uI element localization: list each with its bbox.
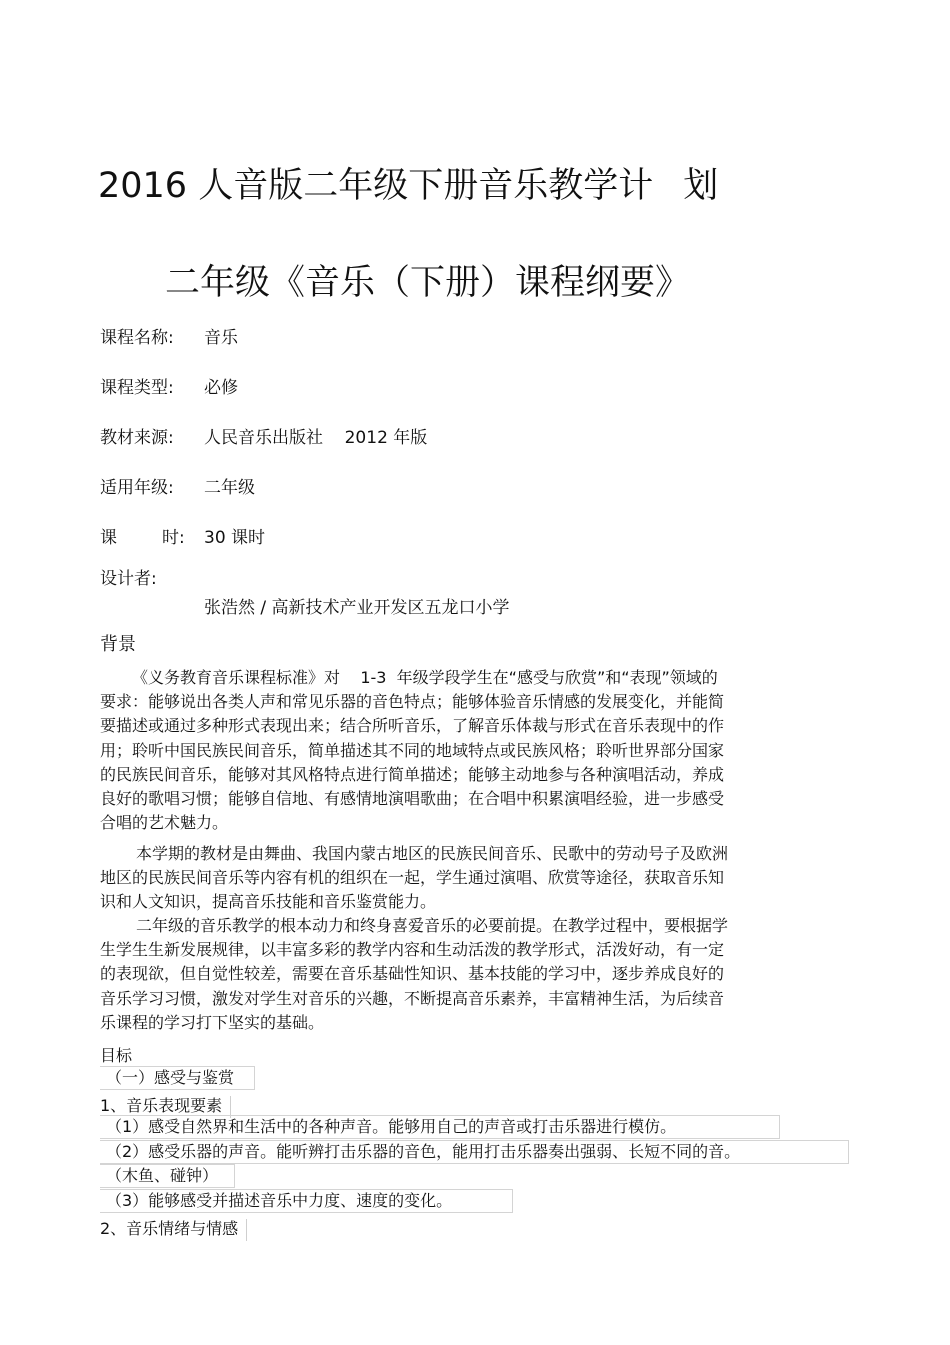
meta-row-grade: [100, 473, 255, 498]
designer-value: 张浩然 / 高新技术产业开发区五龙口小学: [204, 598, 510, 618]
document-subtitle: 二年级《音乐（下册）课程纲要》: [165, 263, 691, 303]
document-title-part1: 2016 人音版二年级下册音乐教学计: [98, 166, 654, 206]
goals-heading: 目标: [100, 1046, 133, 1065]
paragraph-line: 合唱的艺术魅力。: [100, 813, 229, 833]
document-title-part2: 划: [683, 166, 719, 206]
background-paragraph-1: [100, 666, 830, 835]
meta-label: 课程名称:: [100, 328, 174, 348]
meta-label: 课程类型:: [100, 378, 174, 398]
paragraph-line: 地区的民族民间音乐等内容有机的组织在一起，学生通过演唱、欣赏等途径，获取音乐知: [100, 868, 725, 888]
background-heading: 背景: [100, 634, 136, 655]
meta-label-b: 时:: [162, 528, 185, 548]
paragraph-line: 本学期的教材是由舞曲、我国内蒙古地区的民族民间音乐、民歌中的劳动号子及欧洲: [136, 844, 729, 863]
paragraph-line: 要描述或通过多种形式表现出来；结合所听音乐，了解音乐体裁与形式在音乐表现中的作: [100, 716, 725, 736]
paragraph-line: 的表现欲，但自觉性较差，需要在音乐基础性知识、基本技能的学习中，逐步养成良好的: [100, 964, 725, 984]
goal-sub-item-1: （1）感受自然界和生活中的各种声音。能够用自己的声音或打击乐器进行模仿。: [100, 1115, 780, 1139]
background-paragraph-3: [100, 914, 830, 1035]
meta-row-course-type: [100, 373, 238, 398]
background-paragraph-2: [100, 842, 830, 915]
meta-value: 30 课时: [204, 528, 266, 548]
goal-item-text: 1、音乐表现要素: [100, 1096, 223, 1115]
meta-row-course-name: [100, 323, 238, 348]
paragraph-line: 《义务教育音乐课程标准》对 1-3 年级学段学生在“感受与欣赏”和“表现”领域的: [132, 668, 718, 687]
goal-section-appreciation: （一）感受与鉴赏: [100, 1066, 255, 1090]
paragraph-line: 良好的歌唱习惯；能够自信地、有感情地演唱歌曲；在合唱中积累演唱经验，进一步感受: [100, 789, 725, 809]
paragraph-line: 生学生生新发展规律，以丰富多彩的教学内容和生动活泼的教学形式，活泼好动，有一定: [100, 940, 725, 960]
meta-row-textbook-source: [100, 423, 427, 448]
goal-sub-item-2-continued: （木鱼、碰钟）: [100, 1164, 235, 1188]
meta-row-hours: [100, 523, 265, 548]
document-title: [98, 158, 718, 208]
paragraph-line: 要求：能够说出各类人声和常见乐器的音色特点；能够体验音乐情感的发展变化，并能简: [100, 692, 725, 712]
goal-item-expression-elements: [100, 1093, 231, 1118]
goal-item-emotion: [100, 1216, 247, 1241]
meta-label: 教材来源:: [100, 428, 174, 448]
meta-value: 二年级: [204, 478, 255, 498]
paragraph-line: 识和人文知识，提高音乐技能和音乐鉴赏能力。: [100, 892, 437, 912]
meta-value: 音乐: [204, 328, 238, 348]
meta-value: 必修: [204, 378, 238, 398]
paragraph-line: 用；聆听中国民族民间音乐，简单描述其不同的地域特点或民族风格；聆听世界部分国家: [100, 740, 725, 760]
paragraph-line: 音乐学习习惯，激发对学生对音乐的兴趣，不断提高音乐素养，丰富精神生活，为后续音: [100, 988, 725, 1008]
goal-sub-item-2: （2）感受乐器的声音。能听辨打击乐器的音色，能用打击乐器奏出强弱、长短不同的音。: [100, 1140, 849, 1164]
meta-label: 适用年级:: [100, 478, 174, 498]
paragraph-line: 的民族民间音乐，能够对其风格特点进行简单描述；能够主动地参与各种演唱活动，养成: [100, 764, 725, 784]
goal-sub-item-3: （3）能够感受并描述音乐中力度、速度的变化。: [100, 1189, 513, 1213]
goal-item-text: 2、音乐情绪与情感: [100, 1219, 239, 1238]
paragraph-line: 二年级的音乐教学的根本动力和终身喜爱音乐的必要前提。在教学过程中，要根据学: [136, 916, 729, 935]
meta-label-a: 课: [100, 528, 117, 548]
meta-value: 人民音乐出版社 2012 年版: [204, 428, 428, 448]
paragraph-line: 乐课程的学习打下坚实的基础。: [100, 1012, 325, 1032]
designer-label: 设计者:: [100, 569, 157, 589]
